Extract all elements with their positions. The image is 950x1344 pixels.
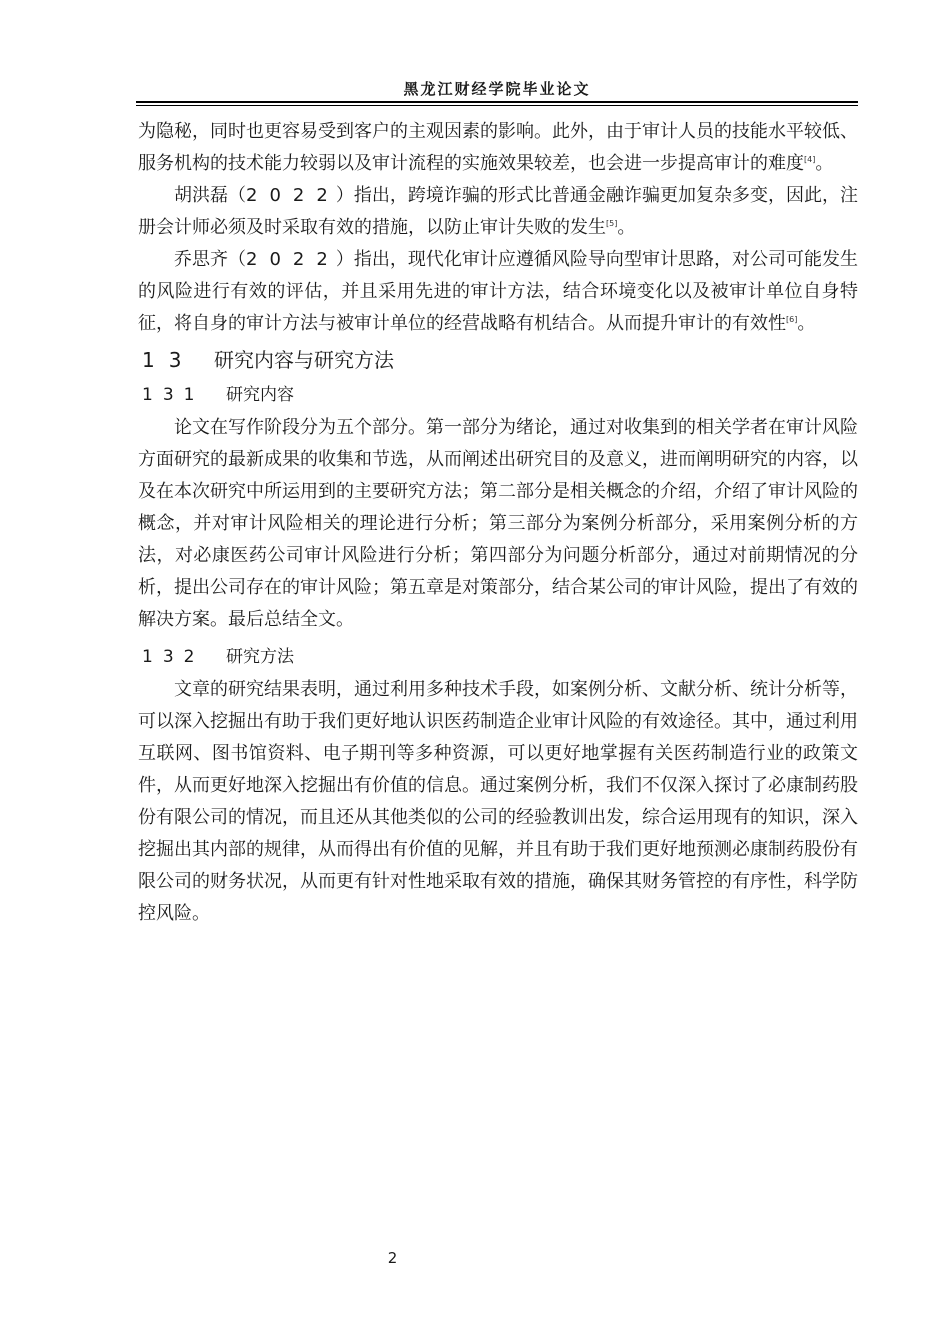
paragraph-research-content: 论文在写作阶段分为五个部分。第一部分为绪论，通过对收集到的相关学者在审计风险方面研究的最新成果的收集和节选，从而阐述出研究目的及意义，进而阐明研究的内容，以及在本次研究中所运用到的主要研究方法；第二部分是相关概念的介绍，介绍了审计风险的概念，并对审计风险相关的理论进行分析；第三部分为案例分析部分，采用案例分析的方法，对必康医药公司审计风险进行分析；第四部分为问题分析部分，通过对前期情况的分析，提出公司存在的审计风险；第五章是对策部分，结合某公司的审计风险，提出了有效的解决方案。最后总结全文。 (138, 417, 858, 630)
section-number: 131 (142, 385, 205, 405)
section-title: 研究内容 (226, 385, 294, 405)
paragraph-text: 为隐秘，同时也更容易受到客户的主观因素的影响。此外，由于审计人员的技能水平较低、服务机构的技术能力较弱以及审计流程的实施效果较差，也会进一步提高审计的难度 (138, 121, 858, 174)
section-heading-1-3-2 (138, 642, 858, 674)
paragraph-end: 。 (617, 217, 636, 238)
paragraph-hu-honglei (138, 180, 858, 244)
citation-year: 2022 (246, 185, 340, 206)
section-heading-1-3 (138, 342, 858, 378)
citation-ref: [4] (804, 155, 816, 164)
paragraph-text: ）指出，跨境诈骗的形式比普通金融诈骗更加复杂多变，因此，注册会计师必须及时采取有效的措施，以防止审计失败的发生 (138, 185, 859, 238)
citation-ref: [6] (786, 315, 798, 324)
page-content (138, 116, 858, 930)
paragraph-continuation (138, 116, 858, 180)
section-title: 研究方法 (226, 647, 294, 667)
section-number: 132 (142, 647, 205, 667)
page-number: 2 (387, 1249, 398, 1267)
author-name: 胡洪磊（ (174, 185, 247, 206)
running-header: 黑龙江财经学院毕业论文 (403, 80, 591, 98)
header-rule-thick (136, 101, 858, 103)
section-title: 研究内容与研究方法 (214, 348, 394, 372)
citation-ref: [5] (606, 219, 618, 228)
author-name: 乔思齐（ (174, 249, 247, 270)
paragraph-qiao-siqi (138, 244, 858, 340)
paragraph-text: ）指出，现代化审计应遵循风险导向型审计思路，对公司可能发生的风险进行有效的评估，并且采用先进的审计方法，结合环境变化以及被审计单位自身特征，将自身的审计方法与被审计单位的经营战略有机结合。从而提升审计的有效性 (138, 249, 859, 334)
paragraph-research-methods: 文章的研究结果表明，通过利用多种技术手段，如案例分析、文献分析、统计分析等，可以深入挖掘出有助于我们更好地认识医药制造企业审计风险的有效途径。其中，通过利用互联网、图书馆资料、电子期刊等多种资源，可以更好地掌握有关医药制造行业的政策文件，从而更好地深入挖掘出有价值的信息。通过案例分析，我们不仅深入探讨了必康制药股份有限公司的情况，而且还从其他类似的公司的经验教训出发，综合运用现有的知识，深入挖掘出其内部的规律，从而得出有价值的见解，并且有助于我们更好地预测必康制药股份有限公司的财务状况，从而更有针对性地采取有效的措施，确保其财务管控的有序性，科学防控风险。 (138, 679, 858, 924)
paragraph-end: 。 (797, 313, 816, 334)
paragraph-end: 。 (815, 153, 834, 174)
section-number: 13 (142, 348, 196, 372)
citation-year: 2022 (246, 249, 340, 270)
section-heading-1-3-1 (138, 380, 858, 412)
header-rule-thin (136, 105, 858, 106)
